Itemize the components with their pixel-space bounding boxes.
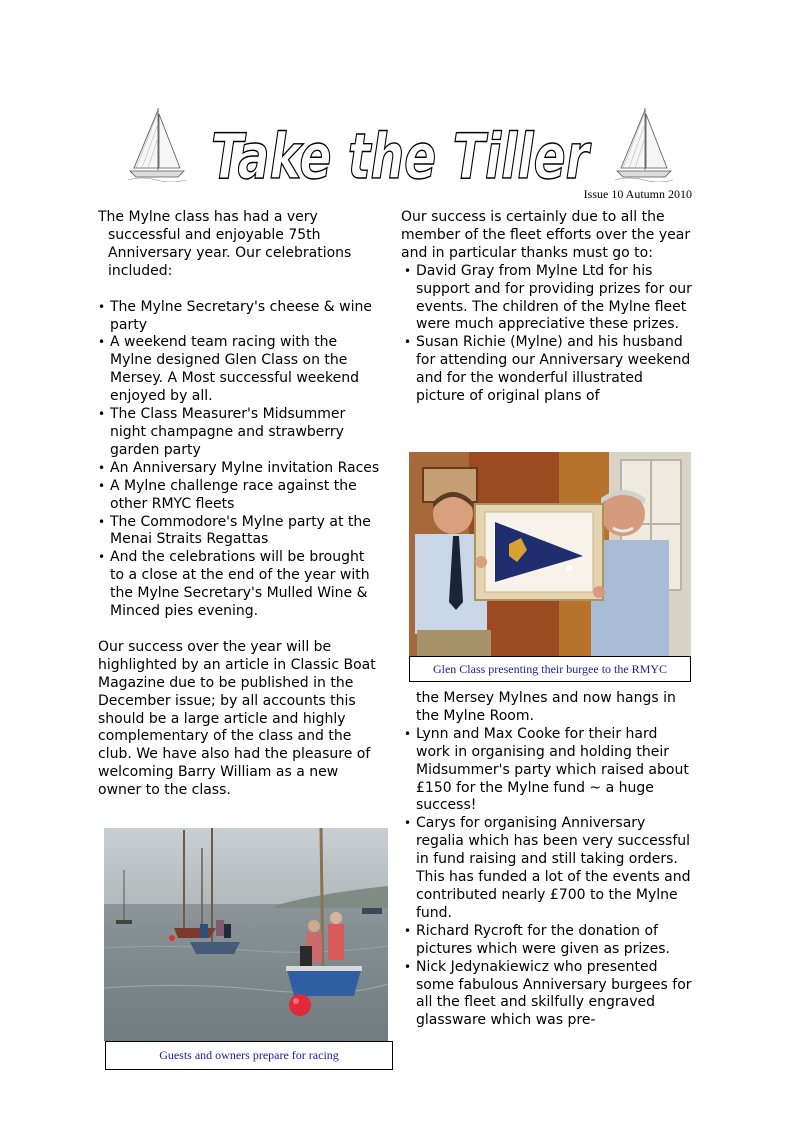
- list-item: • David Gray from Mylne Ltd for his support and for providing prizes for our events. The children of the Mylne fleet were much appreciative these prizes.: [404, 263, 693, 335]
- masthead-title: [205, 108, 595, 190]
- list-item: • A weekend team racing with the Mylne designed Glen Class on the Mersey. A Most successful weekend enjoyed by all.: [98, 334, 380, 406]
- sailboat-logo-right-icon: [615, 104, 673, 182]
- list-item: • The Class Measurer's Midsummer night champagne and strawberry garden party: [98, 406, 380, 460]
- list-item: • And the celebrations will be brought to a close at the end of the year with the Mylne Secretary's Mulled Wine & Minced pies evening.: [98, 549, 380, 621]
- list-item: • An Anniversary Mylne invitation Races: [98, 460, 380, 478]
- right-column-top: [401, 209, 693, 406]
- left-column: [98, 209, 380, 800]
- list-item: • Nick Jedynakiewicz who presented some fabulous Anniversary burgees for all the fleet and skilfully engraved glassware which was pre-: [404, 959, 693, 1031]
- thanks-list-top: [401, 263, 693, 406]
- list-item: • Lynn and Max Cooke for their hard work in organising and holding their Midsummer's party which raised about £150 for the Mylne fund ~ a huge success!: [404, 726, 693, 816]
- list-item: • A Mylne challenge race against the other RMYC fleets: [98, 478, 380, 514]
- list-item: • Richard Rycroft for the donation of pictures which were given as prizes.: [404, 923, 693, 959]
- celebrations-list: [98, 299, 380, 621]
- list-item: • The Mylne Secretary's cheese & wine party: [98, 299, 380, 335]
- right-continuation: the Mersey Mylnes and now hangs in the Mylne Room.: [416, 690, 676, 724]
- issue-line: Issue 10 Autumn 2010: [583, 187, 692, 201]
- left-intro: The Mylne class has had a very successful and enjoyable 75th Anniversary year. Our celebrations included:: [98, 209, 352, 279]
- left-closing: Our success over the year will be highlighted by an article in Classic Boat Magazine due to be published in the December issue; by all accounts this should be a large article and highly complementary of the class and the club. We have also had the pleasure of welcoming Barry William as a new owner to the class.: [98, 638, 376, 799]
- racing-caption: Guests and owners prepare for racing: [105, 1041, 393, 1070]
- racing-photo: [104, 828, 388, 1041]
- list-item: • Susan Richie (Mylne) and his husband for attending our Anniversary weekend and for the wonderful illustrated picture of original plans of: [404, 334, 693, 406]
- right-column-bottom: [401, 690, 693, 1030]
- list-item: • The Commodore's Mylne party at the Menai Straits Regattas: [98, 514, 380, 550]
- list-item: • Carys for organising Anniversary regalia which has been very successful in fund raising and still taking orders. This has funded a lot of the events and contributed nearly £700 to the Mylne fund.: [404, 815, 693, 922]
- masthead-title-text: Take the Tiller: [211, 120, 592, 190]
- sailboat-logo-left-icon: [128, 104, 186, 182]
- burgee-photo: [409, 452, 691, 657]
- thanks-list-bottom: [401, 726, 693, 1030]
- right-intro: Our success is certainly due to all the member of the fleet efforts over the year and in particular thanks must go to:: [401, 209, 691, 261]
- burgee-caption: Glen Class presenting their burgee to the RMYC: [409, 656, 691, 682]
